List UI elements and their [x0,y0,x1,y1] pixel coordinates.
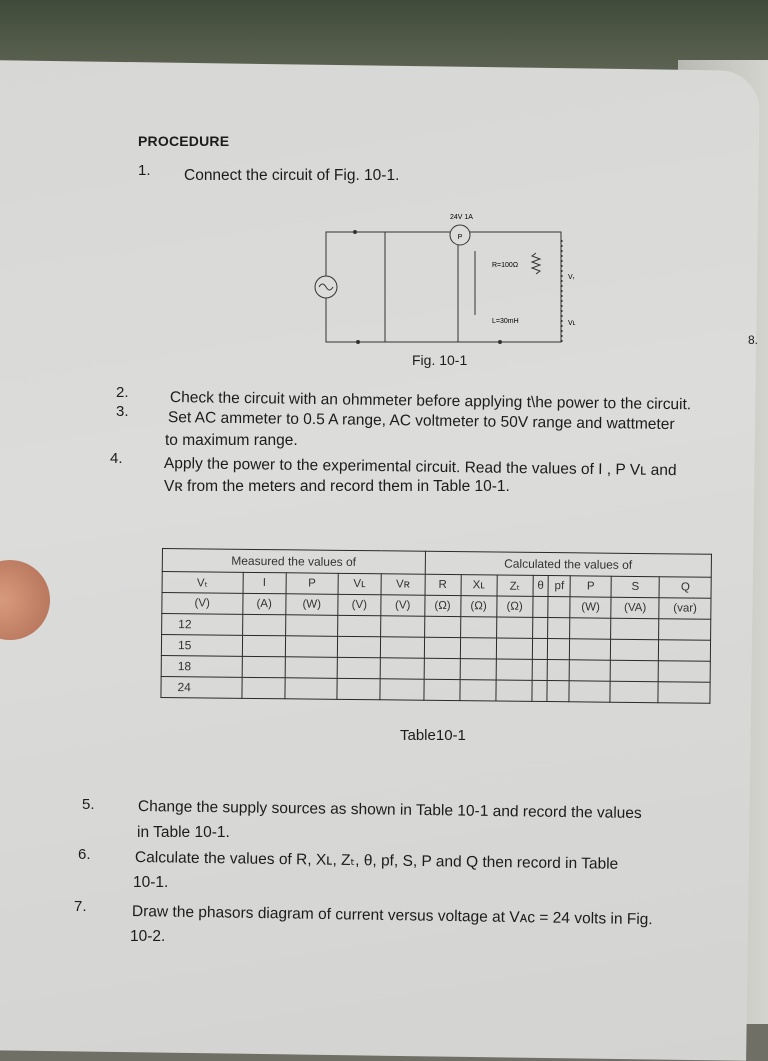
unit-cell: (Ω) [496,596,532,617]
header-cell: Zₜ [497,575,533,596]
terminal-dot [356,340,360,344]
step-1-text: Connect the circuit of Fig. 10-1. [184,167,400,184]
margin-mark: 8. [748,333,759,347]
step-5-number: 5. [82,796,95,813]
terminal-dot [353,230,357,234]
step-2-text: Check the circuit with an ohmmeter before applying t\he power to the circuit. [169,389,692,414]
vl-label: Vʟ [568,320,576,327]
header-cell: P [286,573,338,595]
group-calculated: Calculated the values of [425,551,712,577]
vt-value: 24 [161,676,242,698]
step-7-number: 7. [74,898,87,915]
vt-value: 18 [161,655,242,677]
step-6-number: 6. [78,846,91,863]
step-5-line-1: Change the supply sources as shown in Table 10-1 and record the values [137,798,642,823]
header-cell: R [425,574,461,595]
unit-cell: (W) [570,597,611,618]
header-cell: Vₜ [162,572,243,594]
data-table [160,548,712,704]
step-3-number: 3. [116,403,129,420]
header-cell: Vʀ [381,574,425,595]
unit-cell [533,596,549,617]
step-4-line-1: Apply the power to the experimental circuit. Read the values of I , P Vʟ and [163,455,677,480]
step-4-line-2: Vʀ from the meters and record them in Table 10-1. [164,478,510,495]
header-cell: P [570,576,611,597]
header-cell: S [611,576,660,598]
unit-cell: (V) [338,594,382,615]
unit-cell: (Ω) [460,596,496,617]
step-2-number: 2. [116,384,129,401]
step-1-number: 1. [138,162,151,179]
unit-cell: (var) [659,598,711,620]
unit-cell: (Ω) [424,595,460,616]
step-7-line-1: Draw the phasors diagram of current versus voltage at Vᴀᴄ = 24 volts in Fig. [131,903,653,929]
step-4-number: 4. [110,450,123,467]
resistor-label: R=100Ω [492,262,519,269]
meter-label: P [457,234,463,241]
vt-value: 15 [161,635,242,657]
header-cell: θ [533,575,549,596]
step-6-line-1: Calculate the values of R, Xʟ, Zₜ, θ, pf, S, P and Q then record in Table [134,849,619,873]
terminal-dot [498,340,502,344]
unit-cell [548,597,570,618]
unit-cell: (A) [242,593,286,614]
meter-rating: 24V 1A [450,214,473,221]
step-3-line-1: Set AC ammeter to 0.5 A range, AC voltmeter to 50V range and wattmeter [167,409,675,434]
unit-cell: (VA) [611,597,660,619]
header-cell: Q [659,577,711,599]
table-caption: Table10-1 [400,727,466,744]
vr-label: Vᵣ [568,274,575,281]
step-6-line-2: 10-1. [133,874,169,891]
step-3-line-2: to maximum range. [165,432,298,449]
figure-caption: Fig. 10-1 [412,352,468,368]
circuit-outer-loop [326,232,561,342]
header-cell: Xʟ [461,575,497,596]
header-cell: pf [548,576,570,597]
inductor-label: L=30mH [492,318,519,325]
unit-cell: (V) [381,595,425,616]
procedure-title: PROCEDURE [138,133,230,149]
vt-value: 12 [162,614,243,636]
unit-cell: (W) [286,594,338,616]
circuit-diagram [300,205,590,355]
header-cell: Vʟ [338,573,382,594]
step-5-line-2: in Table 10-1. [137,824,230,841]
group-measured: Measured the values of [162,549,425,575]
resistor-icon [532,253,540,274]
unit-cell: (V) [162,593,243,615]
header-cell: I [243,572,287,593]
step-7-line-2: 10-2. [130,928,166,945]
